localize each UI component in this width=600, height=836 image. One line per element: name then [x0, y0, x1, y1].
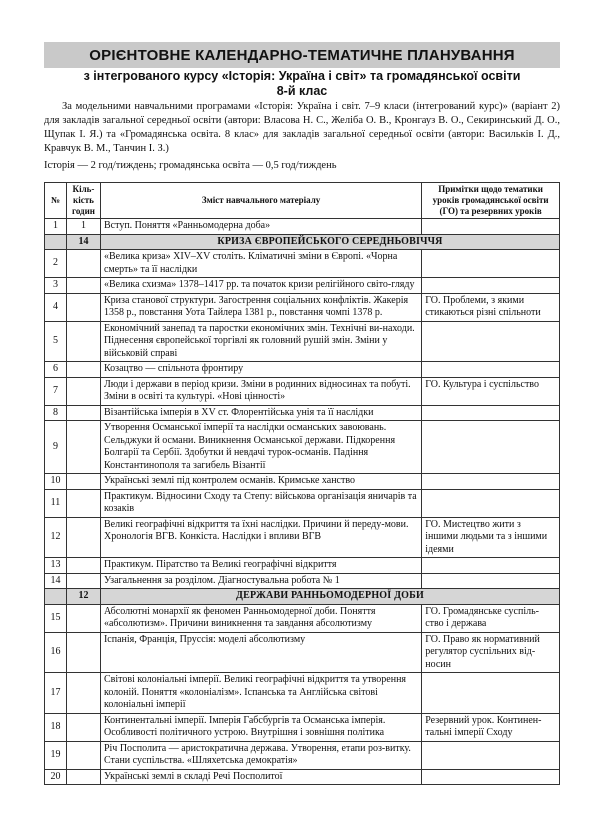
page-title: ОРІЄНТОВНЕ КАЛЕНДАРНО-ТЕМАТИЧНЕ ПЛАНУВАННЯ [44, 42, 560, 68]
table-row [45, 713, 560, 741]
lesson-number: 6 [45, 362, 67, 378]
lesson-number: 1 [45, 219, 67, 235]
lesson-content: Візантійська імперія в XV ст. Флорентійська унія та її наслідки [100, 405, 421, 421]
lesson-content: Українські землі під контролем османів. Кримське ханство [100, 474, 421, 490]
lesson-hours [66, 558, 100, 574]
section-title: ДЕРЖАВИ РАННЬОМОДЕРНОЇ ДОБИ [100, 589, 559, 605]
lesson-note [422, 250, 560, 278]
section-hours: 12 [66, 589, 100, 605]
table-row [45, 769, 560, 785]
lesson-hours [66, 421, 100, 474]
table-row [45, 474, 560, 490]
page-subtitle: з інтегрованого курсу «Історія: Україна і світ» та громадянської освіти [83, 69, 521, 83]
table-row [45, 405, 560, 421]
lesson-note: ГО. Громадянське суспіль-ство і держава [422, 604, 560, 632]
header-notes: Примітки щодо тематики уроків громадянської освіти (ГО) та резервних уроків [422, 183, 560, 219]
lesson-content: «Велика криза» XIV–XV століть. Кліматичні зміни в Європі. «Чорна смерть» та її наслідки [100, 250, 421, 278]
header-content: Зміст навчального матеріалу [100, 183, 421, 219]
lesson-number: 13 [45, 558, 67, 574]
table-row [45, 321, 560, 362]
lesson-note: ГО. Проблеми, з якими стикаються різні спільноти [422, 293, 560, 321]
table-row [45, 558, 560, 574]
lesson-number: 7 [45, 377, 67, 405]
table-row [45, 250, 560, 278]
lesson-hours [66, 405, 100, 421]
lesson-note [422, 489, 560, 517]
lesson-number: 11 [45, 489, 67, 517]
lesson-hours: 1 [66, 219, 100, 235]
lesson-number: 10 [45, 474, 67, 490]
lesson-content: Економічний занепад та паростки економічних змін. Технічні ви-находи. Піднесення європейської торгівлі як головний рушій змін. Зміни у військовій справі [100, 321, 421, 362]
section-row [45, 589, 560, 605]
lesson-content: Козацтво — спільнота фронтиру [100, 362, 421, 378]
table-row [45, 632, 560, 673]
lesson-note: ГО. Мистецтво жити з іншими людьми та з іншими ідеями [422, 517, 560, 558]
table-row [45, 377, 560, 405]
lesson-content: «Велика схизма» 1378–1417 рр. та початок кризи релігійного світо-гляду [100, 278, 421, 294]
lesson-number: 18 [45, 713, 67, 741]
section-title: КРИЗА ЄВРОПЕЙСЬКОГО СЕРЕДНЬОВІЧЧЯ [100, 234, 559, 250]
lesson-hours [66, 278, 100, 294]
table-row [45, 293, 560, 321]
lesson-note [422, 421, 560, 474]
lesson-content: Люди і держави в період кризи. Зміни в родинних відносинах та побуті. Зміни в освіті та культурі. «Нові цінності» [100, 377, 421, 405]
lesson-hours [66, 362, 100, 378]
lesson-note [422, 769, 560, 785]
lesson-content: Великі географічні відкриття та їхні наслідки. Причини й переду-мови. Хронологія ВГВ. Конкіста. Наслідки і впливи ВГВ [100, 517, 421, 558]
lesson-hours [66, 673, 100, 714]
lesson-number: 20 [45, 769, 67, 785]
lesson-number: 5 [45, 321, 67, 362]
lesson-number: 8 [45, 405, 67, 421]
lesson-number: 9 [45, 421, 67, 474]
table-row [45, 673, 560, 714]
lesson-hours [66, 604, 100, 632]
lesson-content: Практикум. Піратство та Великі географічні відкриття [100, 558, 421, 574]
lesson-number: 3 [45, 278, 67, 294]
lesson-number: 14 [45, 573, 67, 589]
lesson-content: Криза станової структури. Загострення соціальних конфліктів. Жакерія 1358 р., повстання Уота Тайлера 1381 р., повстання чомпі 1378 р. [100, 293, 421, 321]
table-row [45, 573, 560, 589]
table-row [45, 421, 560, 474]
lesson-note [422, 474, 560, 490]
lesson-hours [66, 713, 100, 741]
lesson-hours [66, 741, 100, 769]
lesson-note: Резервний урок. Континен-тальні імперії Сходу [422, 713, 560, 741]
lesson-hours [66, 321, 100, 362]
grade-label: 8-й клас [276, 84, 328, 98]
lesson-number: 15 [45, 604, 67, 632]
intro-paragraph: За модельними навчальними програмами «Історія: Україна і світ. 7–9 класи (інтегрований курс)» (варіант 2) для закладів загальної середньої освіти (автори: Власова Н. С., Желіба О. В., Кронгауз В. О., Секиринський Д. О., Щупак І. Я.) та «Громадянська освіта. 8 клас» для закладів загальної середньої освіти (автори: Васильків І. Д., Кравчук В. М., Танчин І. З.) [44, 101, 560, 154]
table-row [45, 219, 560, 235]
lesson-note: ГО. Право як нормативний регулятор суспільних від-носин [422, 632, 560, 673]
lesson-content: Річ Посполита — аристократична держава. Утворення, етапи роз-витку. Стани суспільства. «Шляхетська демократія» [100, 741, 421, 769]
planning-table [44, 182, 560, 785]
lesson-hours [66, 377, 100, 405]
table-row [45, 278, 560, 294]
lesson-hours [66, 293, 100, 321]
lesson-content: Узагальнення за розділом. Діагностувальна робота № 1 [100, 573, 421, 589]
table-header-row [45, 183, 560, 219]
lesson-note [422, 362, 560, 378]
lesson-number: 16 [45, 632, 67, 673]
lesson-hours [66, 517, 100, 558]
table-row [45, 741, 560, 769]
lesson-hours [66, 474, 100, 490]
lesson-note [422, 741, 560, 769]
lesson-hours [66, 632, 100, 673]
lesson-note [422, 673, 560, 714]
lesson-content: Континентальні імперії. Імперія Габсбургів та Османська імперія. Особливості політичного устрою. Внутрішня і зовнішня політика [100, 713, 421, 741]
table-row [45, 604, 560, 632]
lesson-hours [66, 250, 100, 278]
lesson-content: Практикум. Відносини Сходу та Степу: військова організація яничарів та козаків [100, 489, 421, 517]
lesson-content: Абсолютні монархії як феномен Ранньомодерної доби. Поняття «абсолютизм». Причини виникнення та завдання абсолютизму [100, 604, 421, 632]
lesson-note [422, 405, 560, 421]
lesson-hours [66, 489, 100, 517]
lesson-note: ГО. Культура і суспільство [422, 377, 560, 405]
lesson-hours [66, 573, 100, 589]
table-body [45, 219, 560, 785]
section-hours: 14 [66, 234, 100, 250]
lesson-content: Утворення Османської імперії та наслідки османських завоювань. Сельджуки й османи. Виникнення Османської держави. Підкорення Болгарії та Сербії. Здобутки й невдачі турок-османів. Падіння Константинополя та загибель Візантії [100, 421, 421, 474]
lesson-note [422, 573, 560, 589]
lesson-content: Іспанія, Франція, Пруссія: моделі абсолютизму [100, 632, 421, 673]
lesson-note [422, 558, 560, 574]
lesson-number: 4 [45, 293, 67, 321]
lesson-note [422, 278, 560, 294]
section-num-cell [45, 234, 67, 250]
lesson-note [422, 219, 560, 235]
section-row [45, 234, 560, 250]
lesson-content: Вступ. Поняття «Ранньомодерна доба» [100, 219, 421, 235]
lesson-note [422, 321, 560, 362]
section-num-cell [45, 589, 67, 605]
header-num: № [45, 183, 67, 219]
lesson-content: Українські землі в складі Речі Посполитої [100, 769, 421, 785]
lesson-number: 17 [45, 673, 67, 714]
table-row [45, 362, 560, 378]
header-hours: Кіль-кість годин [66, 183, 100, 219]
lesson-number: 12 [45, 517, 67, 558]
lesson-number: 19 [45, 741, 67, 769]
lesson-number: 2 [45, 250, 67, 278]
lesson-content: Світові колоніальні імперії. Великі географічні відкриття та утворення колоній. Поняття «колоніалізм». Іспанська та Англійська світові колоніальні імперії [100, 673, 421, 714]
lesson-hours [66, 769, 100, 785]
table-row [45, 517, 560, 558]
table-row [45, 489, 560, 517]
hours-note: Історія — 2 год/тиждень; громадянська освіта — 0,5 год/тиждень [44, 160, 337, 171]
